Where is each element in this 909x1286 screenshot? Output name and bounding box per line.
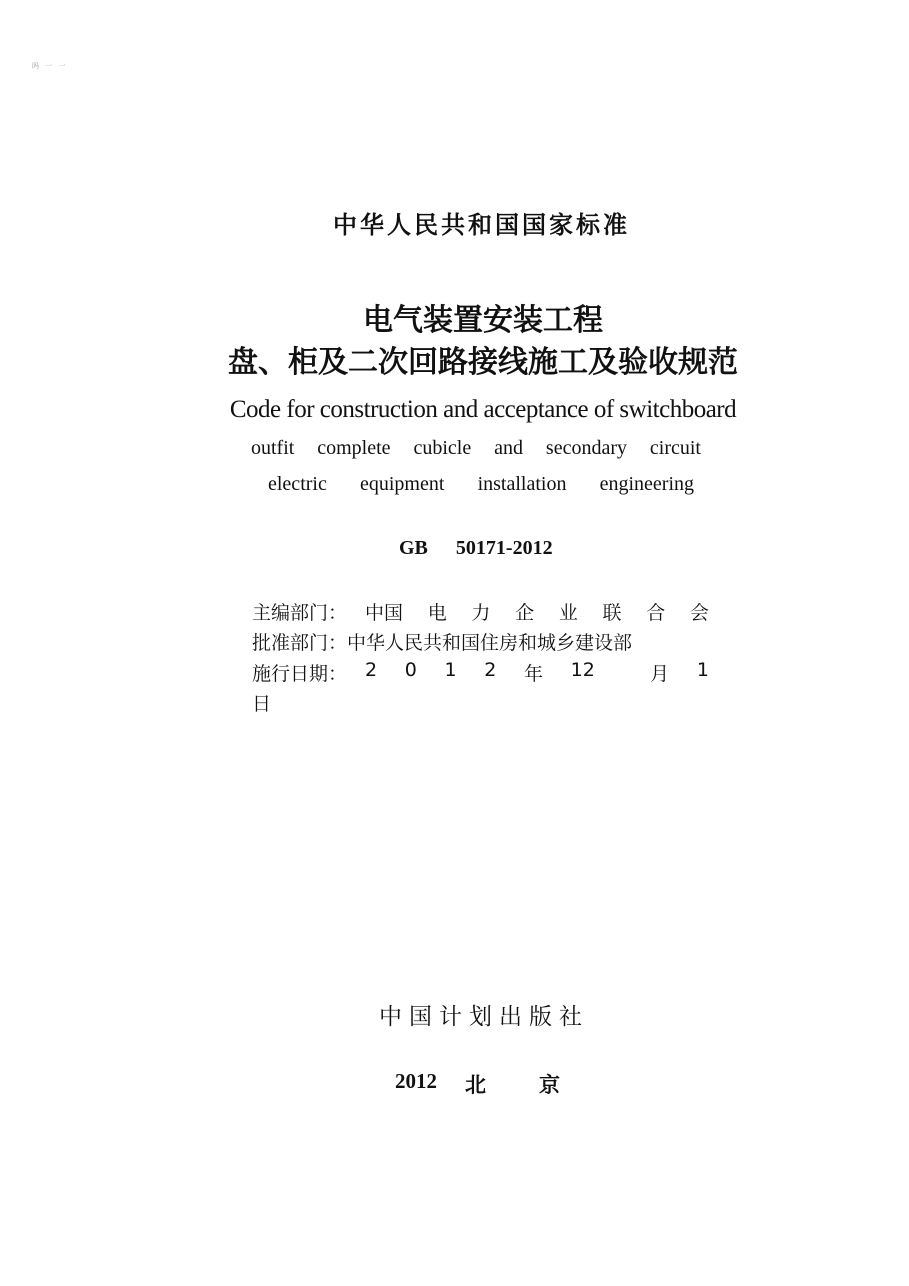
editor-char: 电 [427, 602, 447, 624]
title-en-word: cubicle [413, 437, 472, 459]
effective-date-part: 0 [404, 659, 417, 681]
title-en-word: complete [317, 437, 391, 459]
editor-char: 力 [471, 602, 491, 624]
national-standard-heading: 中华人民共和国国家标准 [333, 211, 630, 239]
publisher-name: 中国计划出版社 [379, 1004, 589, 1030]
title-en-word: outfit [251, 437, 295, 459]
effective-date-part: 2 [484, 659, 497, 681]
title-en-word: installation [477, 473, 567, 495]
publication-year: 2012 [395, 1069, 437, 1093]
editor-label: 主编部门： [252, 602, 348, 624]
effective-date-value [365, 659, 709, 686]
effective-date-part: 1 [444, 659, 457, 681]
title-en-word: circuit [649, 437, 701, 459]
effective-date-part: 2 [365, 659, 378, 681]
effective-date-part: 12 [570, 659, 595, 681]
title-en-word: secondary [545, 437, 627, 459]
title-en-word: engineering [599, 473, 694, 495]
effective-date-part: 1 [696, 659, 709, 681]
title-cn-line-1: 电气装置安装工程 [363, 303, 603, 338]
publication-city [465, 1069, 560, 1099]
effective-date-part: 年 [524, 663, 544, 685]
approver-label: 批准部门： [252, 632, 348, 654]
editor-char: 联 [602, 602, 622, 624]
effective-date-tail: 日 [252, 693, 272, 715]
editor-row [252, 598, 709, 625]
editor-char: 合 [646, 602, 666, 624]
title-en-word: and [494, 437, 524, 459]
title-en-line-2 [251, 437, 701, 460]
approver-row [252, 628, 632, 655]
title-en-word: equipment [359, 473, 445, 495]
title-en-line-3 [268, 473, 694, 496]
standard-code-prefix: GB [399, 537, 428, 559]
editor-value [365, 598, 709, 625]
approver-value: 中华人民共和国住房和城乡建设部 [347, 632, 633, 654]
editor-char: 业 [558, 602, 578, 624]
effective-date-row [252, 659, 709, 686]
title-en-line-1: Code for construction and acceptance of switchboard [229, 396, 737, 423]
title-cn-line-2: 盘、柜及二次回路接线施工及验收规范 [228, 345, 738, 380]
effective-date-part: 月 [650, 663, 670, 685]
editor-char: 企 [515, 602, 535, 624]
publication-city-char: 京 [539, 1073, 560, 1097]
editor-char: 会 [689, 602, 709, 624]
effective-date-tail-row [252, 689, 271, 716]
standard-code [399, 537, 553, 560]
publication-year-place [395, 1069, 560, 1099]
corner-mark: 吗 一 一 [32, 62, 68, 70]
publication-city-char: 北 [465, 1073, 486, 1097]
title-en-word: electric [268, 473, 327, 495]
effective-date-label: 施行日期： [252, 663, 348, 685]
standard-code-number: 50171-2012 [455, 537, 553, 559]
editor-char: 中国 [365, 602, 404, 624]
